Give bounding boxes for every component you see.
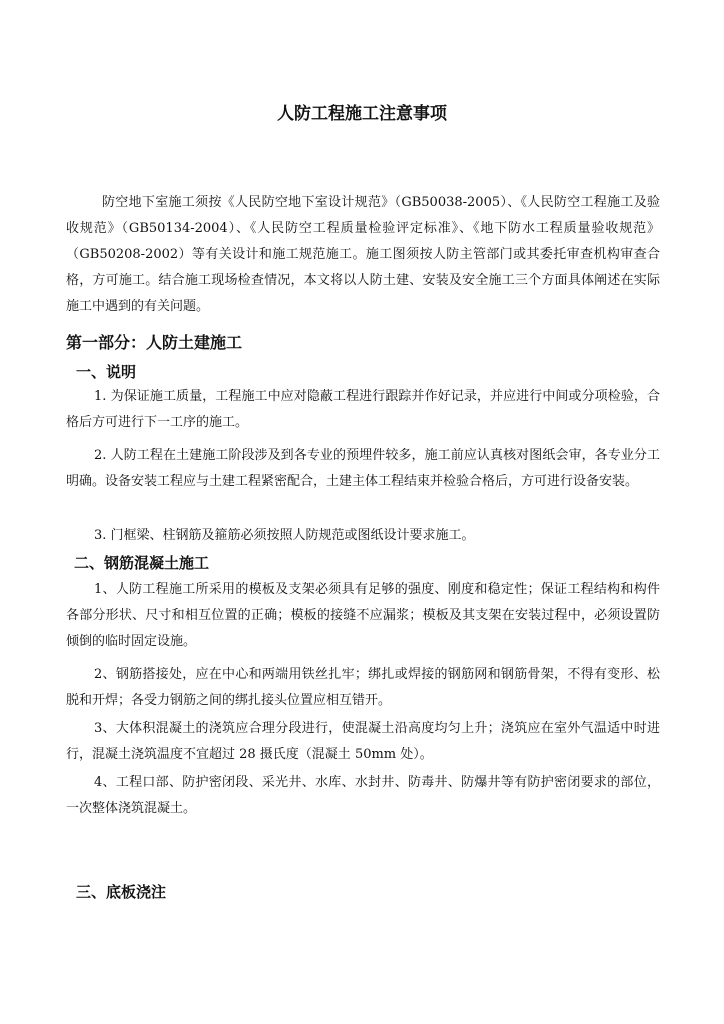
section3-heading: 三、底板浇注 — [76, 883, 167, 901]
section1-item-3: 3. 门框梁、柱钢筋及箍筋必须按照人防规范或图纸设计要求施工。 — [94, 528, 475, 543]
section2-item-4: 4、工程口部、防护密闭段、采光井、水库、水封井、防毒井、防爆井等有防护密闭要求的部位，一次整体浇筑混凝土。 — [66, 775, 660, 816]
section1-heading: 一、说明 — [76, 363, 137, 381]
intro-paragraph: 防空地下室施工须按《人民防空地下室设计规范》（GB50038-2005）、《人民防空工程施工及验收规范》（GB50134-2004）、《人民防空工程质量检验评定标准》、《地下防水工程质量验收规范》（GB50208-2002）等有关设计和施工规范施工。施工图须按人防主管部门或其委托审查机构审查合格，方可施工。结合施工现场检查情况，本文将以人防土建、安装及安全施工三个方面具体阐述在实际施工中遇到的有关问题。 — [66, 195, 660, 314]
page-title: 人防工程施工注意事项 — [277, 104, 447, 124]
section2-item-1: 1、人防工程施工所采用的模板及支架必须具有足够的强度、刚度和稳定性；保证工程结构和构件各部分形状、尺寸和相互位置的正确；模板的接缝不应漏浆；模板及其支架在安装过程中，必须设置防倾倒的临时固定设施。 — [66, 582, 660, 649]
section2-heading: 二、钢筋混凝土施工 — [74, 554, 210, 572]
section2-item-2: 2、钢筋搭接处，应在中心和两端用铁丝扎牢；绑扎或焊接的钢筋网和钢筋骨架，不得有变形、松脱和开焊；各受力钢筋之间的绑扎接头位置应相互错开。 — [66, 667, 660, 708]
section1-item-1: 1. 为保证施工质量，工程施工中应对隐蔽工程进行跟踪并作好记录，并应进行中间或分项检验，合格后方可进行下一工序的施工。 — [66, 389, 660, 430]
part1-heading: 第一部分：人防土建施工 — [66, 333, 243, 352]
section2-item-3: 3、大体积混凝土的浇筑应合理分段进行，使混凝土沿高度均匀上升；浇筑应在室外气温适中时进行，混凝土浇筑温度不宜超过 28 摄氏度（混凝土 50mm 处）。 — [66, 721, 660, 762]
section1-item-2: 2. 人防工程在土建施工阶段涉及到各专业的预埋件较多，施工前应认真核对图纸会审，各专业分工明确。设备安装工程应与土建工程紧密配合，土建主体工程结束并检验合格后，方可进行设备安装。 — [66, 448, 660, 489]
